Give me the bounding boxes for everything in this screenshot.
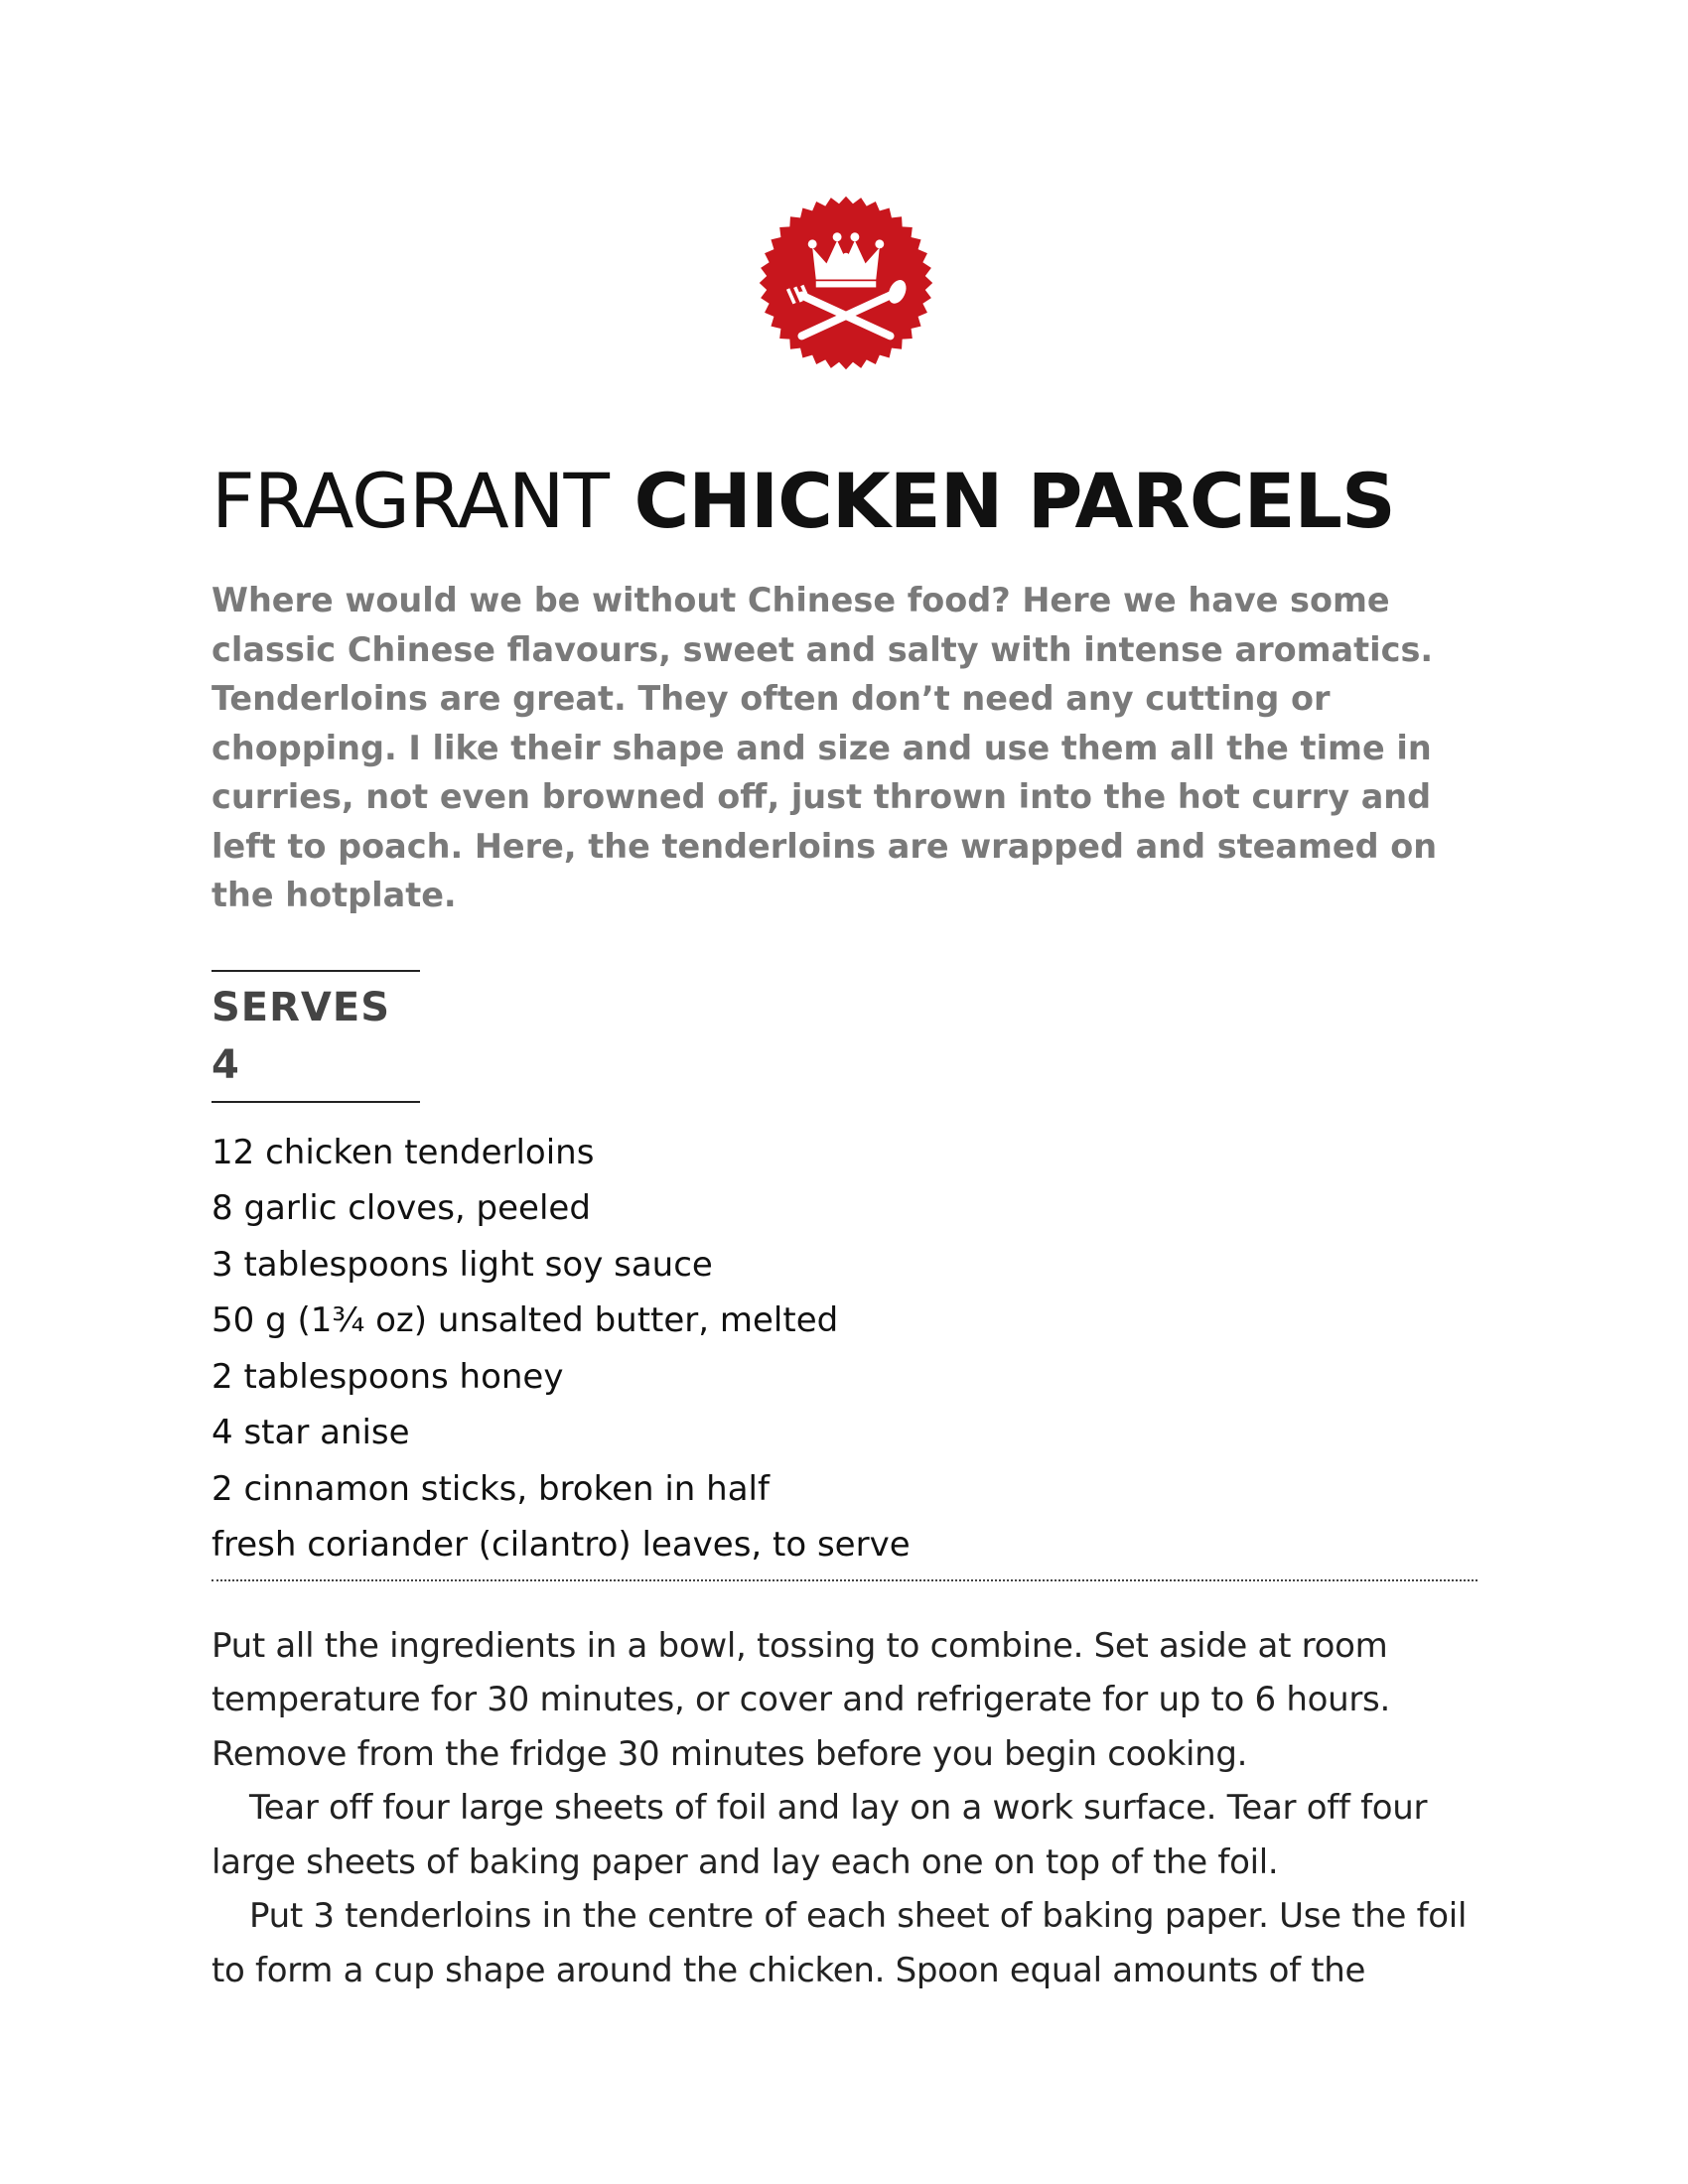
dotted-divider: [211, 1579, 1477, 1581]
method-paragraph: Tear off four large sheets of foil and lay on a work surface. Tear off four large sheets of baking paper and lay each one on top of the foil.: [211, 1788, 1428, 1882]
ingredient-item: 8 garlic cloves, peeled: [211, 1188, 591, 1228]
recipe-title-bold: CHICKEN PARCELS: [633, 457, 1395, 545]
recipe-intro: Where would we be without Chinese food? Here we have some classic Chinese flavours, sweet and salty with intense aromatics. Tenderloins are great. They often don’t need any cutting or chopping. I like their shape and size and use them all the time in curries, not even browned off, just thrown into the hot curry and left to poach. Here, the tenderloins are wrapped and steamed on the hotplate.: [211, 581, 1438, 914]
ingredient-item: fresh coriander (cilantro) leaves, to serve: [211, 1525, 911, 1565]
ingredient-item: 2 cinnamon sticks, broken in half: [211, 1468, 770, 1509]
ingredient-item: 12 chicken tenderloins: [211, 1132, 595, 1172]
crown-crossed-fork-knife-seal-icon: [758, 195, 934, 371]
method-paragraph: Put 3 tenderloins in the centre of each sheet of baking paper. Use the foil to form a cup shape around the chicken. Spoon equal amounts of the: [211, 1896, 1468, 1990]
ingredient-item: 2 tablespoons honey: [211, 1356, 564, 1397]
recipe-content: [211, 447, 1477, 1997]
serves-heading: SERVES 4: [211, 970, 420, 1103]
ingredient-item: 4 star anise: [211, 1413, 410, 1452]
recipe-title-light: FRAGRANT: [211, 457, 609, 545]
ingredient-list: [211, 1125, 1477, 1573]
ingredient-item: 50 g (1¾ oz) unsalted butter, melted: [211, 1300, 839, 1340]
method-paragraph: Put all the ingredients in a bowl, tossing to combine. Set aside at room temperature for 30 minutes, or cover and refrigerate for up to 6 hours. Remove from the fridge 30 minutes before you begin cooking.: [211, 1625, 1390, 1774]
ingredient-item: 3 tablespoons light soy sauce: [211, 1244, 713, 1285]
method-section: [211, 1619, 1477, 1998]
recipe-title: [211, 447, 1477, 556]
